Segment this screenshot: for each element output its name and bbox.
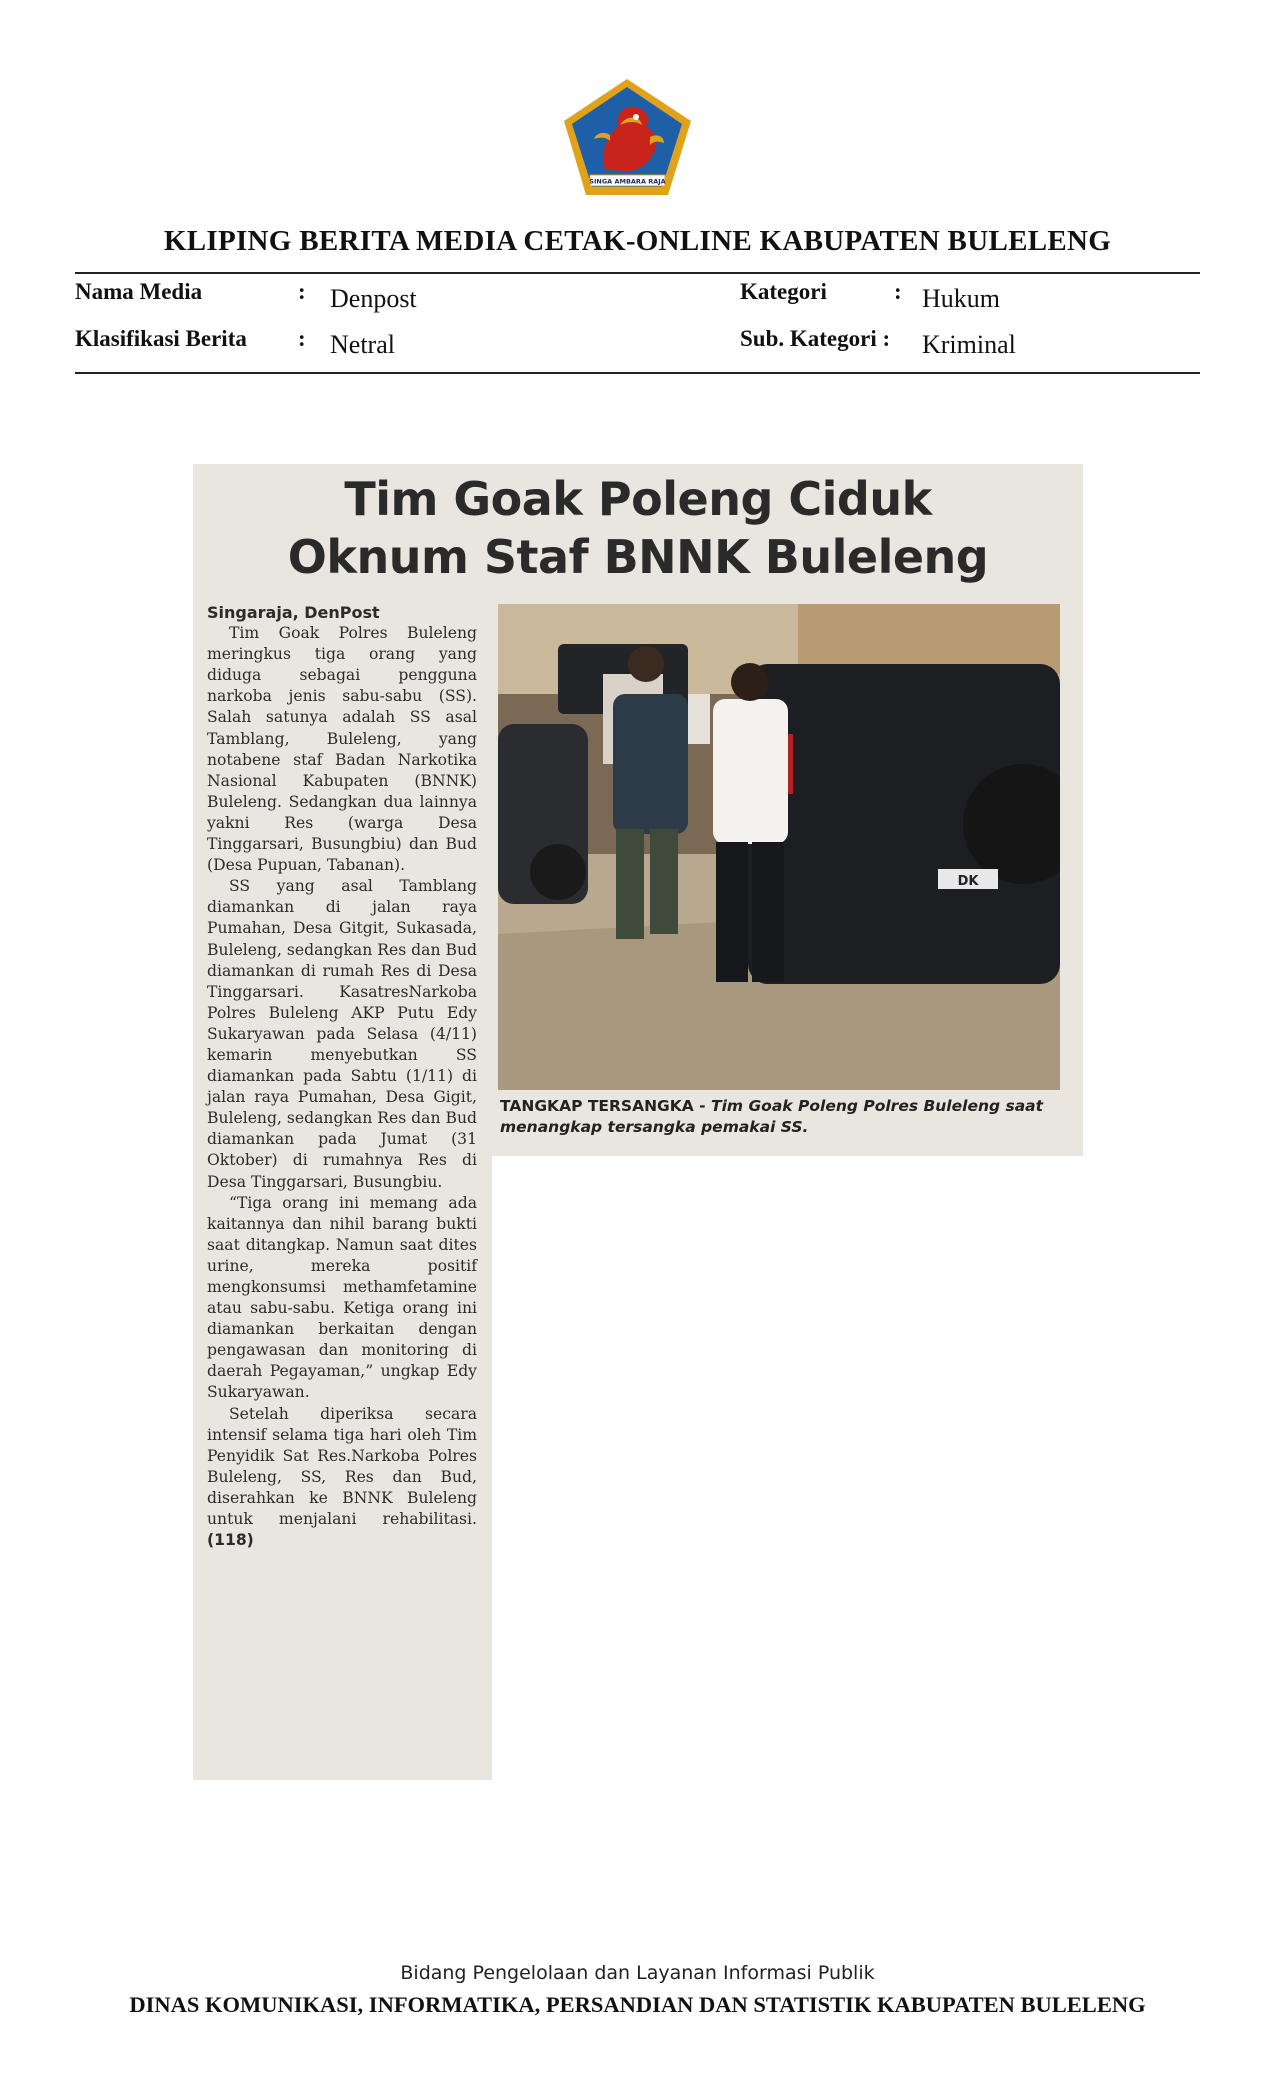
caption-body: Tim Goak Poleng Polres Buleleng saat menangkap tersangka pemakai SS. <box>500 1097 1044 1136</box>
media-label: Nama Media <box>75 279 203 304</box>
document-title: KLIPING BERITA MEDIA CETAK-ONLINE KABUPATEN BULELENG <box>163 225 1112 257</box>
article-paragraph-1: Tim Goak Polres Buleleng meringkus tiga orang yang diduga sebagai pengguna narkoba jenis sabu-sabu (SS). Salah satunya adalah SS asal Tamblang, Buleleng, yang notabene staf Badan Narkotika Nasional Kabupaten (BNNK) Buleleng. Sedangkan dua lainnya yakni Res (warga Desa Tinggarsari, Busungbiu) dan Bud (Desa Pupuan, Tabanan). <box>207 624 477 875</box>
article-photo <box>498 604 1060 1090</box>
article-paragraph-3: “Tiga orang ini memang ada kaitannya dan nihil barang bukti saat ditangkap. Namun saat dites urine, mereka positif mengkonsumsi methamfetamine atau sabu-sabu. Ketiga orang ini diamankan berkaitan dengan pengawasan dan monitoring di daerah Pegayaman,” ungkap Edy Sukaryawan. <box>207 1193 477 1402</box>
headline-line-1: Tim Goak Poleng Ciduk <box>344 472 932 526</box>
kategori-label: Kategori <box>740 279 827 304</box>
subkategori-label: Sub. Kategori : <box>740 326 891 351</box>
header-rule-top <box>75 272 1200 274</box>
article-headline <box>193 470 1083 586</box>
header-rule-bottom <box>75 372 1200 374</box>
article-paragraph-2: SS yang asal Tamblang diamankan di jalan raya Pumahan, Desa Gitgit, Sukasada, Buleleng, sedangkan Res dan Bud diamankan di rumah Res di Desa Tinggarsari. KasatresNarkoba Polres Buleleng AKP Putu Edy Sukaryawan pada Selasa (4/11) kemarin menyebutkan SS diamankan pada Sabtu (1/11) di jalan raya Pumahan, Desa Gigit, Buleleng, sedangkan Res dan Bud diamankan pada Jumat (31 Oktober) di rumahnya Res di Desa Tinggarsari, Busungbiu. <box>207 877 477 1191</box>
subkategori-value: Kriminal <box>922 330 1016 359</box>
article-dateline: Singaraja, DenPost <box>207 603 380 622</box>
kategori-colon: : <box>894 279 902 304</box>
media-colon: : <box>298 279 306 304</box>
klasifikasi-colon: : <box>298 326 306 351</box>
article-paragraph-4: Setelah diperiksa secara intensif selama tiga hari oleh Tim Penyidik Sat Res.Narkoba Polres Buleleng, SS, Res dan Bud, diserahkan ke BNNK Buleleng untuk menjalani rehabilitasi. (118) <box>207 1404 477 1550</box>
headline-line-2: Oknum Staf BNNK Buleleng <box>287 530 989 584</box>
photo-plate: DK <box>957 874 979 889</box>
logo-motto: SINGA AMBARA RAJA <box>589 177 666 186</box>
klasifikasi-value: Netral <box>330 330 395 359</box>
photo-caption <box>500 1096 1065 1138</box>
caption-lead: TANGKAP TERSANGKA - <box>500 1097 706 1115</box>
klasifikasi-label: Klasifikasi Berita <box>75 326 247 351</box>
media-value: Denpost <box>330 284 417 313</box>
kategori-value: Hukum <box>922 284 1000 313</box>
footer-department: Bidang Pengelolaan dan Layanan Informasi Publik <box>400 1962 875 1984</box>
buleleng-logo <box>560 75 695 200</box>
article-body <box>207 602 477 1551</box>
article-signoff: (118) <box>207 1531 254 1550</box>
footer-agency: DINAS KOMUNIKASI, INFORMATIKA, PERSANDIAN DAN STATISTIK KABUPATEN BULELENG <box>129 1992 1146 2017</box>
